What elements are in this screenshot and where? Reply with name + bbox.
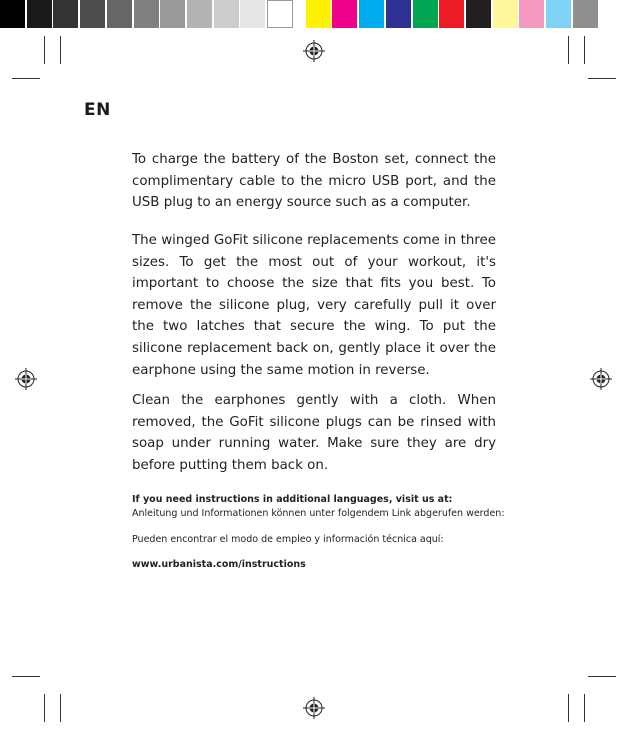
color-swatch (359, 0, 385, 28)
color-swatch (160, 0, 186, 28)
color-swatch (546, 0, 572, 28)
crop-mark (588, 676, 616, 677)
registration-mark-icon (15, 368, 37, 390)
color-swatch (107, 0, 133, 28)
registration-mark-icon (303, 40, 325, 62)
color-swatch (214, 0, 240, 28)
color-swatch (413, 0, 439, 28)
color-swatch (519, 0, 545, 28)
color-swatch (386, 0, 412, 28)
color-calibration-bar (0, 0, 628, 30)
color-swatch (80, 0, 106, 28)
language-label: EN (84, 100, 111, 120)
color-swatch (466, 0, 492, 28)
crop-mark (44, 694, 45, 722)
german-line: Anleitung und Informationen können unter folgendem Link abgerufen werden: (132, 508, 505, 519)
crop-mark (44, 36, 45, 64)
crop-mark (568, 36, 569, 64)
color-swatch (134, 0, 160, 28)
color-swatch (439, 0, 465, 28)
registration-mark-icon (590, 368, 612, 390)
charging-paragraph: To charge the battery of the Boston set, connect the complimentary cable to the micro USB port, and the USB plug to an energy source such as a computer. (132, 152, 496, 211)
crop-mark (12, 676, 40, 677)
crop-mark (588, 78, 616, 79)
crop-mark (584, 694, 585, 722)
crop-mark (568, 694, 569, 722)
crop-mark (60, 36, 61, 64)
silicone-paragraph: The winged GoFit silicone replacements come in three sizes. To get the most out of your workout, it's important to choose the size that fits you best. To remove the silicone plug, very carefully pull it over the two latches that secure the wing. To put the silicone replacement back on, gently place it over the earphone using the same motion in reverse. (132, 233, 496, 378)
color-swatch (306, 0, 332, 28)
cleaning-paragraph: Clean the earphones gently with a cloth. When removed, the GoFit silicone plugs can be rinsed with soap under running water. Make sure they are dry before putting them back on. (132, 393, 496, 473)
color-swatch (573, 0, 599, 28)
color-swatch (53, 0, 79, 28)
color-swatch (0, 0, 26, 28)
color-swatch (27, 0, 53, 28)
color-swatch (240, 0, 266, 28)
crop-mark (584, 36, 585, 64)
crop-mark (60, 694, 61, 722)
spanish-line: Pueden encontrar el modo de empleo y información técnica aquí: (132, 534, 444, 545)
color-swatch (187, 0, 213, 28)
color-swatch (267, 0, 293, 28)
instructions-heading: If you need instructions in additional languages, visit us at: (132, 494, 453, 505)
instructions-url-link[interactable]: www.urbanista.com/instructions (132, 559, 306, 570)
registration-mark-icon (303, 697, 325, 719)
color-swatch (493, 0, 519, 28)
crop-mark (12, 78, 40, 79)
color-swatch (332, 0, 358, 28)
